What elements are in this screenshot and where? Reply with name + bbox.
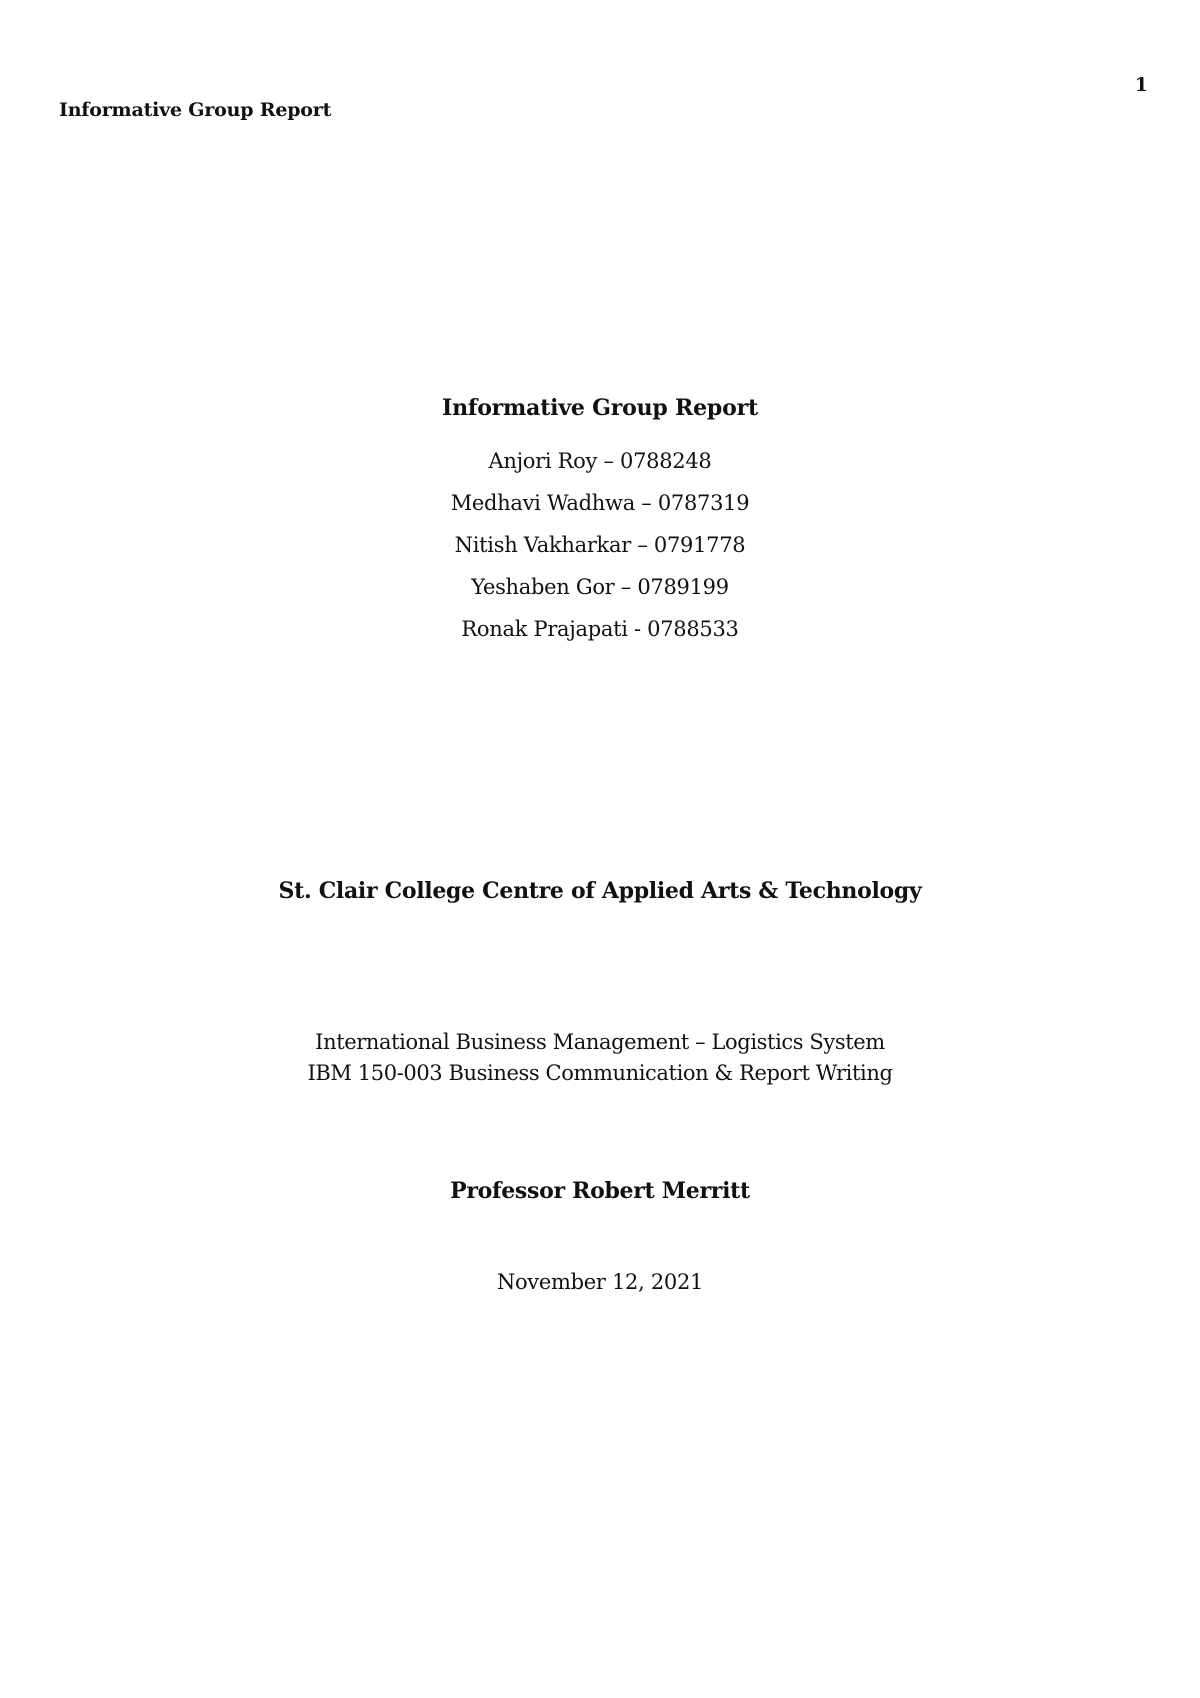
professor-name: Professor Robert Merritt <box>450 1178 750 1204</box>
author-line: Nitish Vakharkar – 0791778 <box>454 533 746 557</box>
report-title: Informative Group Report <box>442 395 758 421</box>
author-line: Anjori Roy – 0788248 <box>488 449 712 473</box>
page-number: 1 <box>1134 74 1148 96</box>
author-line: Medhavi Wadhwa – 0787319 <box>450 491 750 515</box>
course-name: IBM 150-003 Business Communication & Report Writing <box>307 1061 893 1085</box>
author-line: Yeshaben Gor – 0789199 <box>471 575 729 599</box>
institution-name: St. Clair College Centre of Applied Arts & Technology <box>278 878 922 904</box>
author-line: Ronak Prajapati - 0788533 <box>461 617 739 641</box>
report-date: November 12, 2021 <box>496 1270 704 1294</box>
author-list <box>0 440 1200 650</box>
program-name: International Business Management – Logistics System <box>315 1030 885 1054</box>
running-head: Informative Group Report <box>59 99 332 121</box>
program-block <box>0 1027 1200 1089</box>
